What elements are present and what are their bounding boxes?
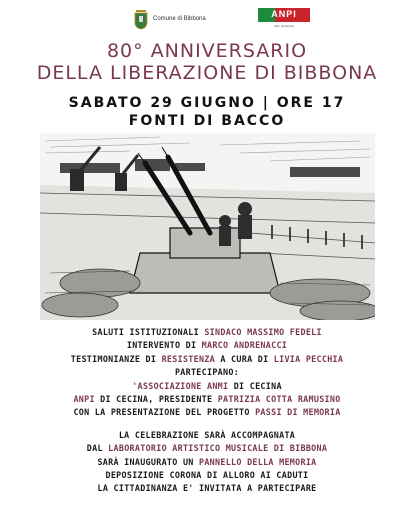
anpi-label: ANPI: [271, 9, 297, 19]
program-line: [0, 366, 414, 379]
plain-text: DI CECINA, PRESIDENTE: [94, 394, 218, 405]
plain-text: SARÀ INAUGURATO UN: [97, 456, 199, 467]
closing-line: [0, 469, 414, 482]
plain-text: CON LA PRESENTAZIONE DEL PROGETTO: [73, 407, 256, 418]
closing-line: [0, 482, 414, 495]
highlight-text: ANPI: [73, 394, 95, 405]
date-time: SABATO 29 GIUGNO | ORE 17: [68, 95, 346, 111]
plain-text: DI CECINA: [228, 380, 282, 391]
plain-text: A CURA DI: [215, 353, 274, 364]
program-text: [0, 326, 414, 496]
plain-text: PARTECIPANO:: [174, 367, 240, 378]
anpi-logo: [258, 8, 310, 34]
program-line: [0, 353, 414, 366]
plain-text: DAL: [86, 443, 109, 454]
plain-text: INTERVENTO DI: [126, 340, 202, 351]
highlight-text: LABORATORIO ARTISTICO MUSICALE DI BIBBONA: [108, 443, 328, 454]
program-line: [0, 380, 414, 393]
crest-icon: [133, 8, 149, 30]
program-line: [0, 326, 414, 339]
highlight-text: SINDACO MASSIMO FEDELI: [204, 327, 322, 337]
plain-text: SALUTI ISTITUZIONALI: [92, 327, 205, 337]
program-list: [0, 326, 414, 420]
plain-text: LA CELEBRAZIONE SARÀ ACCOMPAGNATA: [118, 429, 296, 440]
program-line: [0, 406, 414, 419]
header-logos: [0, 8, 414, 34]
title-line-1: 80° ANNIVERSARIO: [106, 40, 308, 62]
highlight-text: PATRIZIA COTTA RAMUSINO: [217, 394, 341, 405]
highlight-text: PASSI DI MEMORIA: [255, 407, 341, 418]
highlight-text: PANNELLO DELLA MEMORIA: [198, 456, 317, 467]
comune-name: Comune di Bibbona: [153, 16, 206, 22]
highlight-text: RESISTENZA: [161, 353, 216, 364]
plain-text: TESTIMONIANZE DI: [70, 353, 162, 364]
location: FONTI DI BACCO: [128, 113, 286, 129]
closing-list: [0, 429, 414, 496]
closing-line: [0, 456, 414, 469]
closing-line: [0, 442, 414, 455]
program-line: [0, 339, 414, 352]
plain-text: LA CITTADINANZA E' INVITATA A PARTECIPARE: [97, 483, 317, 494]
anpi-sub: Sez. di Cecina: [274, 24, 294, 28]
highlight-text: MARCO ANDRENACCI: [201, 340, 288, 351]
anti-aircraft-gun-sketch: [40, 133, 375, 320]
plain-text: DEPOSIZIONE CORONA DI ALLORO AI CADUTI: [105, 470, 309, 481]
comune-logo: [133, 8, 206, 30]
highlight-text: LIVIA PECCHIA: [273, 353, 344, 364]
highlight-text: 'ASSOCIAZIONE ANMI: [132, 380, 229, 391]
program-line: [0, 393, 414, 406]
closing-line: [0, 429, 414, 442]
title-line-2: DELLA LIBERAZIONE DI BIBBONA: [36, 62, 378, 84]
